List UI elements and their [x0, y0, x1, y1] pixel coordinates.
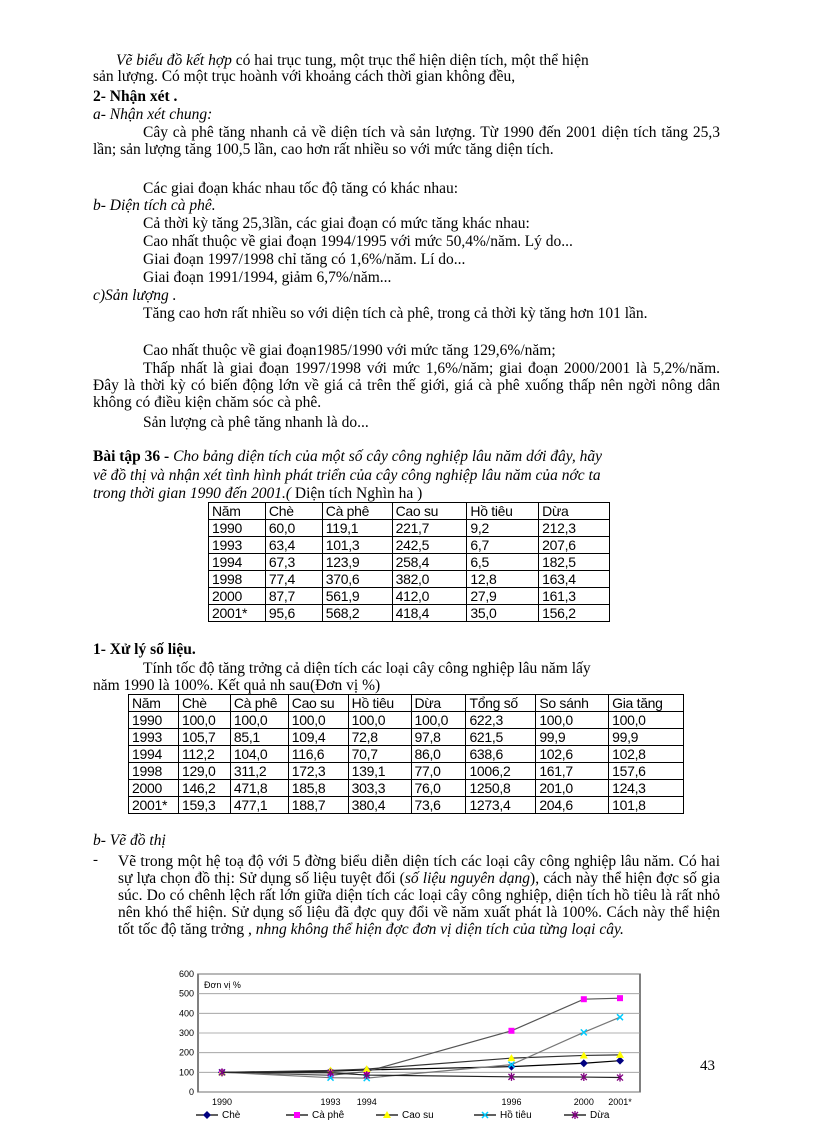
table-header-cell: Hồ tiêu	[348, 695, 411, 712]
x-tick-label: 2000	[573, 1097, 594, 1107]
table-cell: 157,6	[609, 763, 684, 780]
drawing-p1: Vẽ trong một hệ toạ độ với 5 đờng biểu diễn diện tích các loại cây công nghiệp lâu năm. Có hai sự lựa chọn đồ thị: Sử dụng số liệu tuyệt đối (	[118, 853, 720, 887]
area-table	[208, 502, 610, 622]
table-cell: 129,0	[178, 763, 230, 780]
section-c-heading: c)Sản lượng .	[93, 287, 177, 304]
table-cell: 119,1	[322, 520, 392, 537]
table-header-cell: Cà phê	[322, 503, 392, 520]
exercise-unit: Diện tích Nghìn ha )	[291, 485, 423, 502]
data-point	[203, 1111, 211, 1119]
table-cell: 101,8	[609, 797, 684, 814]
table-row	[209, 554, 610, 571]
table-cell: 638,6	[466, 746, 536, 763]
exercise-line-3	[93, 485, 422, 502]
section-1-line-2: năm 1990 là 100%. Kết quả nh sau(Đơn vị %)	[93, 677, 381, 694]
table-cell: 303,3	[348, 780, 411, 797]
data-point	[508, 1028, 514, 1034]
table-header-cell: Cao su	[288, 695, 348, 712]
table-cell: 242,5	[392, 537, 467, 554]
drawing-paragraph	[118, 853, 720, 938]
table-cell: 76,0	[411, 780, 466, 797]
table-row	[209, 520, 610, 537]
table-cell: 9,2	[467, 520, 539, 537]
section-c-paragraph-3: Thấp nhất là giai đoạn 1997/1998 với mức 1,6%/năm; giai đoạn 2000/2001 là 5,2%/năm. Đây là thời kỳ có biến động lớn về giá cả trên thế giới, giá cà phê xuống thấp nên ngời nông dân không có điều kiện chăm sóc cà phê.	[93, 360, 720, 411]
table-row	[129, 729, 684, 746]
table-cell: 123,9	[322, 554, 392, 571]
table-cell: 159,3	[178, 797, 230, 814]
x-tick-label: 1996	[501, 1097, 522, 1107]
table-cell: 72,8	[348, 729, 411, 746]
legend-label: Cao su	[402, 1110, 434, 1121]
data-point	[294, 1112, 300, 1118]
table-cell: 95,6	[265, 605, 322, 622]
bullet-dash: -	[93, 852, 98, 868]
intro-italic: Vẽ biểu đồ kết hợp	[116, 52, 232, 69]
table-cell: 100,0	[178, 712, 230, 729]
table-row	[209, 537, 610, 554]
table-cell: 104,0	[230, 746, 288, 763]
table-cell: 102,8	[609, 746, 684, 763]
exercise-text-3: trong thời gian 1990 đến 2001.(	[93, 485, 291, 502]
table-header-cell: Cà phê	[230, 695, 288, 712]
table-cell: 146,2	[178, 780, 230, 797]
y-tick-label: 500	[178, 988, 194, 999]
table-cell: 1250,8	[466, 780, 536, 797]
table-row	[209, 571, 610, 588]
section-1-heading: 1- Xử lý số liệu.	[93, 641, 196, 658]
table-cell: 1993	[209, 537, 266, 554]
table-cell: 100,0	[411, 712, 466, 729]
table-cell: 221,7	[392, 520, 467, 537]
y-tick-label: 200	[178, 1047, 194, 1058]
section-b-line: Giai đoạn 1991/1994, giảm 6,7%/năm...	[143, 269, 392, 286]
table-header-cell: Gia tăng	[609, 695, 684, 712]
table-cell: 12,8	[467, 571, 539, 588]
table-cell: 172,3	[288, 763, 348, 780]
table-cell: 87,7	[265, 588, 322, 605]
table-cell: 63,4	[265, 537, 322, 554]
table-cell: 212,3	[539, 520, 610, 537]
table-cell: 2001*	[129, 797, 179, 814]
y-tick-label: 600	[178, 970, 194, 979]
table-cell: 311,2	[230, 763, 288, 780]
table-header-cell: Năm	[209, 503, 266, 520]
table-cell: 102,6	[536, 746, 609, 763]
data-point	[581, 996, 587, 1002]
table-header-row	[209, 503, 610, 520]
legend-label: Hồ tiêu	[500, 1110, 532, 1121]
table-header-cell: Dừa	[539, 503, 610, 520]
table-cell: 161,7	[536, 763, 609, 780]
table-cell: 561,9	[322, 588, 392, 605]
table-cell: 86,0	[411, 746, 466, 763]
x-tick-label: 1993	[320, 1097, 341, 1107]
table-row	[129, 712, 684, 729]
table-cell: 35,0	[467, 605, 539, 622]
table-row	[209, 588, 610, 605]
table-row	[129, 780, 684, 797]
table-header-row	[129, 695, 684, 712]
exercise-line-1	[93, 448, 602, 465]
section-a-paragraph-1: Cây cà phê tăng nhanh cả về diện tích và sản lượng. Từ 1990 đến 2001 diện tích tăng 25,3 lần; sản lượng tăng 100,5 lần, cao hơn rất nhiều so với mức tăng diện tích.	[93, 124, 720, 158]
y-axis-label: Đơn vị %	[204, 980, 241, 990]
growth-table	[128, 694, 684, 814]
table-cell: 99,9	[609, 729, 684, 746]
table-cell: 156,2	[539, 605, 610, 622]
table-cell: 101,3	[322, 537, 392, 554]
table-cell: 258,4	[392, 554, 467, 571]
growth-line-chart	[168, 970, 648, 1123]
table-cell: 1994	[209, 554, 266, 571]
section-1-line-1: Tính tốc độ tăng trởng cả diện tích các loại cây công nghiệp lâu năm lấy	[143, 660, 591, 677]
x-tick-label: 1994	[356, 1097, 377, 1107]
section-b-line: Giai đoạn 1997/1998 chỉ tăng có 1,6%/năm. Lí do...	[143, 251, 466, 268]
table-cell: 477,1	[230, 797, 288, 814]
table-cell: 163,4	[539, 571, 610, 588]
table-cell: 100,0	[230, 712, 288, 729]
data-point	[617, 995, 623, 1001]
section-b-line: Cao nhất thuộc về giai đoạn 1994/1995 với mức 50,4%/năm. Lý do...	[143, 233, 573, 250]
table-cell: 116,6	[288, 746, 348, 763]
table-header-cell: Dừa	[411, 695, 466, 712]
y-tick-label: 400	[178, 1008, 194, 1019]
table-cell: 412,0	[392, 588, 467, 605]
section-c-paragraph-2: Cao nhất thuộc về giai đoạn1985/1990 với mức tăng 129,6%/năm;	[143, 342, 556, 359]
table-row	[129, 797, 684, 814]
table-header-cell: Cao su	[392, 503, 467, 520]
x-tick-label: 1990	[211, 1097, 233, 1107]
table-cell: 207,6	[539, 537, 610, 554]
table-cell: 77,4	[265, 571, 322, 588]
table-header-cell: Chè	[265, 503, 322, 520]
x-tick-label: 2001*	[608, 1097, 632, 1107]
legend-label: Dừa	[590, 1110, 610, 1121]
table-cell: 67,3	[265, 554, 322, 571]
table-row	[129, 746, 684, 763]
table-cell: 73,6	[411, 797, 466, 814]
table-cell: 418,4	[392, 605, 467, 622]
section-a-heading: a- Nhận xét chung:	[93, 106, 213, 123]
drawing-heading: b- Vẽ đồ thị	[93, 832, 166, 849]
table-cell: 112,2	[178, 746, 230, 763]
table-cell: 100,0	[348, 712, 411, 729]
table-header-cell: Chè	[178, 695, 230, 712]
table-cell: 380,4	[348, 797, 411, 814]
section-b-heading: b- Diện tích cà phê.	[93, 197, 216, 214]
section-2-heading: 2- Nhận xét .	[93, 88, 178, 105]
table-cell: 1993	[129, 729, 179, 746]
legend-label: Cà phê	[312, 1110, 345, 1121]
exercise-line-2: vẽ đồ thị và nhận xét tình hình phát triển của cây công nghiệp lâu năm của nớc ta	[93, 467, 601, 484]
table-cell: 201,0	[536, 780, 609, 797]
page-number: 43	[700, 1058, 715, 1074]
table-cell: 2000	[129, 780, 179, 797]
table-cell: 188,7	[288, 797, 348, 814]
legend-label: Chè	[222, 1110, 241, 1121]
table-cell: 100,0	[536, 712, 609, 729]
section-c-paragraph-1: Tăng cao hơn rất nhiều so với diện tích cà phê, trong cả thời kỳ tăng hơn 101 lần.	[143, 305, 648, 322]
table-header-cell: Hồ tiêu	[467, 503, 539, 520]
exercise-label: Bài tập 36 -	[93, 448, 170, 465]
drawing-p1-italic: số liệu nguyên dạng	[404, 870, 531, 887]
table-cell: 124,3	[609, 780, 684, 797]
table-cell: 2000	[209, 588, 266, 605]
table-cell: 1273,4	[466, 797, 536, 814]
table-cell: 6,7	[467, 537, 539, 554]
table-cell: 382,0	[392, 571, 467, 588]
table-cell: 27,9	[467, 588, 539, 605]
table-cell: 105,7	[178, 729, 230, 746]
table-cell: 471,8	[230, 780, 288, 797]
table-cell: 109,4	[288, 729, 348, 746]
table-cell: 100,0	[609, 712, 684, 729]
table-cell: 370,6	[322, 571, 392, 588]
table-cell: 621,5	[466, 729, 536, 746]
table-cell: 161,3	[539, 588, 610, 605]
drawing-p2: ), cách này thể hiện đợc số gia súc. Do có chênh lệch rất lớn giữa diện tích các loại cây công nghiệp, diện tích hồ tiêu là rất nhỏ nên khó thể hiện. Sử dụng số liệu đã đợc quy đổi về năm xuất phát là 100%. Cách này thể hiện tốt tốc độ tăng trởng	[118, 870, 720, 938]
exercise-text-1: Cho bảng diện tích của một số cây công nghiệp lâu năm dới đây, hãy	[169, 448, 602, 465]
table-cell: 2001*	[209, 605, 266, 622]
section-a-paragraph-2: Các giai đoạn khác nhau tốc độ tăng có khác nhau:	[143, 180, 459, 197]
table-row	[129, 763, 684, 780]
y-tick-label: 300	[178, 1028, 194, 1038]
section-b-line: Cả thời kỳ tăng 25,3lần, các giai đoạn có mức tăng khác nhau:	[143, 215, 530, 232]
table-cell: 1994	[129, 746, 179, 763]
table-cell: 568,2	[322, 605, 392, 622]
table-cell: 1998	[129, 763, 179, 780]
table-cell: 77,0	[411, 763, 466, 780]
table-cell: 1006,2	[466, 763, 536, 780]
table-header-cell: Tổng số	[466, 695, 536, 712]
table-header-cell: Năm	[129, 695, 179, 712]
table-cell: 1990	[209, 520, 266, 537]
table-cell: 85,1	[230, 729, 288, 746]
table-cell: 204,6	[536, 797, 609, 814]
intro-line-1	[116, 52, 589, 69]
table-cell: 185,8	[288, 780, 348, 797]
table-cell: 60,0	[265, 520, 322, 537]
y-tick-label: 100	[178, 1067, 194, 1078]
table-cell: 182,5	[539, 554, 610, 571]
drawing-p2-italic: , nhng không thể hiện đợc đơn vị diện tích của từng loại cây.	[248, 921, 624, 938]
intro-rest: có hai trục tung, một trục thể hiện diện tích, một thể hiện	[231, 52, 589, 69]
table-cell: 1990	[129, 712, 179, 729]
table-cell: 70,7	[348, 746, 411, 763]
table-cell: 139,1	[348, 763, 411, 780]
table-cell: 6,5	[467, 554, 539, 571]
table-row	[209, 605, 610, 622]
y-tick-label: 0	[188, 1087, 194, 1097]
intro-line-2: sản lượng. Có một trục hoành với khoảng cách thời gian không đều,	[93, 68, 516, 85]
table-cell: 97,8	[411, 729, 466, 746]
table-cell: 622,3	[466, 712, 536, 729]
table-cell: 100,0	[288, 712, 348, 729]
table-header-cell: So sánh	[536, 695, 609, 712]
table-cell: 99,9	[536, 729, 609, 746]
section-c-paragraph-4: Sản lượng cà phê tăng nhanh là do...	[143, 414, 369, 431]
table-cell: 1998	[209, 571, 266, 588]
